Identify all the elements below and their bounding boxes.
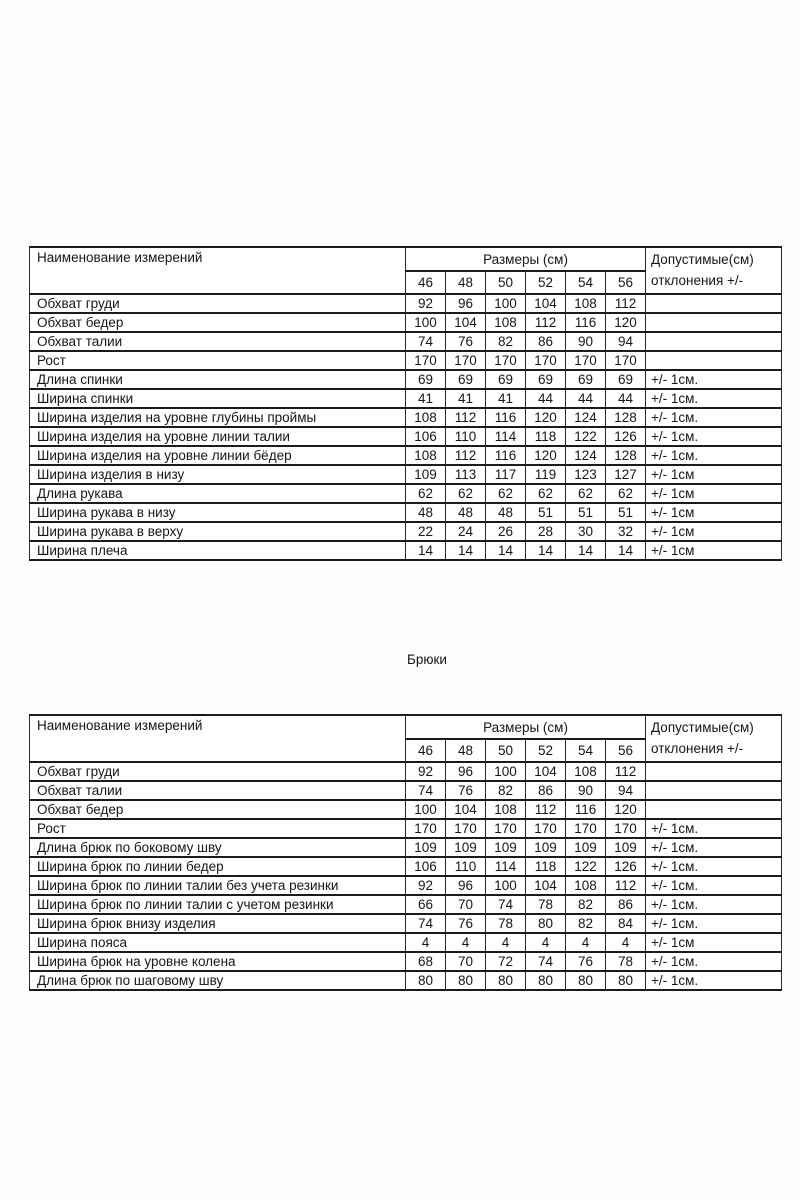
size-value: 112 bbox=[606, 762, 646, 781]
table-row bbox=[30, 876, 782, 895]
size-value: 51 bbox=[526, 503, 566, 522]
size-value: 112 bbox=[446, 408, 486, 427]
tolerance-value: +/- 1см bbox=[646, 522, 782, 541]
tolerance-value bbox=[646, 351, 782, 370]
size-value: 86 bbox=[606, 895, 646, 914]
size-value: 126 bbox=[606, 427, 646, 446]
size-value: 92 bbox=[406, 294, 446, 313]
measurement-label: Обхват талии bbox=[30, 781, 406, 800]
size-value: 44 bbox=[606, 389, 646, 408]
size-value: 119 bbox=[526, 465, 566, 484]
size-value: 96 bbox=[446, 876, 486, 895]
size-value: 14 bbox=[526, 541, 566, 560]
size-value: 116 bbox=[486, 446, 526, 465]
size-value: 70 bbox=[446, 952, 486, 971]
size-value: 48 bbox=[446, 503, 486, 522]
table-row bbox=[30, 522, 782, 541]
size-value: 128 bbox=[606, 408, 646, 427]
size-value: 170 bbox=[446, 819, 486, 838]
size-value: 62 bbox=[486, 484, 526, 503]
tolerance-header-line2: отклонения +/- bbox=[651, 741, 744, 756]
table-row bbox=[30, 857, 782, 876]
size-value: 69 bbox=[486, 370, 526, 389]
size-value: 4 bbox=[606, 933, 646, 952]
tolerance-value bbox=[646, 762, 782, 781]
size-value: 108 bbox=[566, 294, 606, 313]
table-row bbox=[30, 484, 782, 503]
size-column-header: 48 bbox=[446, 271, 486, 294]
size-value: 94 bbox=[606, 332, 646, 351]
tolerance-value: +/- 1см bbox=[646, 541, 782, 560]
size-value: 109 bbox=[526, 838, 566, 857]
size-value: 96 bbox=[446, 294, 486, 313]
size-value: 86 bbox=[526, 332, 566, 351]
size-value: 74 bbox=[526, 952, 566, 971]
size-value: 170 bbox=[566, 351, 606, 370]
size-value: 109 bbox=[566, 838, 606, 857]
tolerance-value: +/- 1см. bbox=[646, 895, 782, 914]
size-value: 4 bbox=[486, 933, 526, 952]
measurement-label: Ширина брюк по линии бедер bbox=[30, 857, 406, 876]
size-value: 108 bbox=[486, 800, 526, 819]
size-value: 100 bbox=[406, 313, 446, 332]
size-value: 78 bbox=[486, 914, 526, 933]
tolerance-value bbox=[646, 781, 782, 800]
size-value: 69 bbox=[406, 370, 446, 389]
table-row bbox=[30, 427, 782, 446]
size-value: 80 bbox=[446, 971, 486, 990]
table-header-row bbox=[30, 715, 782, 739]
table-row bbox=[30, 389, 782, 408]
measurement-label: Ширина рукава в верху bbox=[30, 522, 406, 541]
size-value: 112 bbox=[446, 446, 486, 465]
measurement-label: Ширина пояса bbox=[30, 933, 406, 952]
tolerance-value: +/- 1см bbox=[646, 933, 782, 952]
measurement-label: Обхват талии bbox=[30, 332, 406, 351]
size-value: 82 bbox=[486, 781, 526, 800]
size-value: 122 bbox=[566, 427, 606, 446]
size-value: 104 bbox=[526, 876, 566, 895]
size-value: 48 bbox=[486, 503, 526, 522]
size-value: 120 bbox=[526, 446, 566, 465]
size-value: 62 bbox=[406, 484, 446, 503]
table-row bbox=[30, 838, 782, 857]
size-value: 30 bbox=[566, 522, 606, 541]
size-column-header: 50 bbox=[486, 271, 526, 294]
table-row bbox=[30, 313, 782, 332]
size-value: 28 bbox=[526, 522, 566, 541]
size-value: 108 bbox=[406, 408, 446, 427]
measurement-label: Обхват бедер bbox=[30, 800, 406, 819]
size-value: 114 bbox=[486, 857, 526, 876]
tolerance-value: +/- 1см. bbox=[646, 857, 782, 876]
size-value: 110 bbox=[446, 857, 486, 876]
measurement-label: Длина брюк по шаговому шву bbox=[30, 971, 406, 990]
size-value: 78 bbox=[526, 895, 566, 914]
tolerance-value: +/- 1см. bbox=[646, 819, 782, 838]
tolerance-value bbox=[646, 294, 782, 313]
tolerance-value: +/- 1см bbox=[646, 484, 782, 503]
size-value: 109 bbox=[446, 838, 486, 857]
measurement-label: Ширина плеча bbox=[30, 541, 406, 560]
measurement-label: Ширина изделия на уровне линии талии bbox=[30, 427, 406, 446]
size-value: 4 bbox=[446, 933, 486, 952]
size-value: 170 bbox=[486, 819, 526, 838]
table-row bbox=[30, 503, 782, 522]
table-row bbox=[30, 541, 782, 560]
size-value: 100 bbox=[486, 876, 526, 895]
size-value: 14 bbox=[606, 541, 646, 560]
column-header-sizes: Размеры (см) bbox=[406, 247, 646, 271]
size-column-header: 48 bbox=[446, 739, 486, 762]
measurement-label: Обхват бедер bbox=[30, 313, 406, 332]
column-header-tolerance bbox=[646, 715, 782, 762]
size-value: 82 bbox=[566, 895, 606, 914]
size-column-header: 54 bbox=[566, 739, 606, 762]
size-value: 14 bbox=[446, 541, 486, 560]
tolerance-header-line2: отклонения +/- bbox=[651, 273, 744, 288]
table-row bbox=[30, 800, 782, 819]
size-value: 90 bbox=[566, 332, 606, 351]
size-value: 84 bbox=[606, 914, 646, 933]
size-value: 124 bbox=[566, 408, 606, 427]
size-value: 170 bbox=[566, 819, 606, 838]
tolerance-value: +/- 1см. bbox=[646, 370, 782, 389]
measurement-label: Ширина спинки bbox=[30, 389, 406, 408]
size-value: 118 bbox=[526, 427, 566, 446]
size-value: 72 bbox=[486, 952, 526, 971]
size-value: 80 bbox=[566, 971, 606, 990]
size-value: 80 bbox=[486, 971, 526, 990]
tolerance-value: +/- 1см bbox=[646, 503, 782, 522]
size-value: 14 bbox=[566, 541, 606, 560]
tolerance-value: +/- 1см. bbox=[646, 389, 782, 408]
size-value: 22 bbox=[406, 522, 446, 541]
size-value: 92 bbox=[406, 876, 446, 895]
size-value: 80 bbox=[526, 971, 566, 990]
size-value: 94 bbox=[606, 781, 646, 800]
size-value: 112 bbox=[606, 294, 646, 313]
measurement-label: Ширина изделия на уровне глубины проймы bbox=[30, 408, 406, 427]
column-header-tolerance bbox=[646, 247, 782, 294]
size-value: 78 bbox=[606, 952, 646, 971]
size-value: 96 bbox=[446, 762, 486, 781]
size-value: 120 bbox=[606, 313, 646, 332]
size-value: 69 bbox=[446, 370, 486, 389]
column-header-name: Наименование измерений bbox=[30, 715, 406, 762]
tolerance-value: +/- 1см. bbox=[646, 952, 782, 971]
measurement-label: Обхват груди bbox=[30, 762, 406, 781]
table-row bbox=[30, 294, 782, 313]
measurements-table-trousers bbox=[29, 714, 782, 991]
size-value: 14 bbox=[486, 541, 526, 560]
size-value: 109 bbox=[406, 838, 446, 857]
size-value: 122 bbox=[566, 857, 606, 876]
size-value: 106 bbox=[406, 857, 446, 876]
tolerance-value bbox=[646, 313, 782, 332]
size-value: 113 bbox=[446, 465, 486, 484]
measurement-label: Ширина брюк внизу изделия bbox=[30, 914, 406, 933]
table-row bbox=[30, 408, 782, 427]
size-value: 123 bbox=[566, 465, 606, 484]
size-value: 109 bbox=[486, 838, 526, 857]
size-value: 120 bbox=[606, 800, 646, 819]
size-value: 82 bbox=[486, 332, 526, 351]
measurement-label: Длина брюк по боковому шву bbox=[30, 838, 406, 857]
table-row bbox=[30, 971, 782, 990]
tolerance-value bbox=[646, 800, 782, 819]
column-header-sizes: Размеры (см) bbox=[406, 715, 646, 739]
table-row bbox=[30, 952, 782, 971]
measurement-label: Обхват груди bbox=[30, 294, 406, 313]
size-value: 76 bbox=[446, 914, 486, 933]
tolerance-value: +/- 1см. bbox=[646, 838, 782, 857]
size-column-header: 56 bbox=[606, 271, 646, 294]
size-value: 44 bbox=[526, 389, 566, 408]
size-value: 80 bbox=[406, 971, 446, 990]
size-value: 62 bbox=[526, 484, 566, 503]
size-value: 170 bbox=[486, 351, 526, 370]
size-value: 4 bbox=[406, 933, 446, 952]
table-row bbox=[30, 465, 782, 484]
size-value: 32 bbox=[606, 522, 646, 541]
size-value: 170 bbox=[606, 351, 646, 370]
size-value: 74 bbox=[406, 914, 446, 933]
measurement-label: Ширина брюк по линии талии с учетом резинки bbox=[30, 895, 406, 914]
size-value: 69 bbox=[526, 370, 566, 389]
size-value: 69 bbox=[606, 370, 646, 389]
size-value: 170 bbox=[406, 351, 446, 370]
size-value: 86 bbox=[526, 781, 566, 800]
size-value: 108 bbox=[486, 313, 526, 332]
tolerance-value: +/- 1см. bbox=[646, 408, 782, 427]
size-value: 44 bbox=[566, 389, 606, 408]
size-value: 118 bbox=[526, 857, 566, 876]
table-row bbox=[30, 762, 782, 781]
size-value: 80 bbox=[606, 971, 646, 990]
size-value: 100 bbox=[406, 800, 446, 819]
section-title-trousers: Брюки bbox=[407, 652, 447, 667]
size-column-header: 52 bbox=[526, 271, 566, 294]
size-value: 74 bbox=[406, 781, 446, 800]
size-column-header: 52 bbox=[526, 739, 566, 762]
measurement-label: Длина спинки bbox=[30, 370, 406, 389]
size-value: 117 bbox=[486, 465, 526, 484]
size-value: 114 bbox=[486, 427, 526, 446]
measurement-label: Ширина брюк по линии талии без учета резинки bbox=[30, 876, 406, 895]
size-value: 116 bbox=[566, 313, 606, 332]
size-value: 120 bbox=[526, 408, 566, 427]
size-value: 92 bbox=[406, 762, 446, 781]
size-value: 41 bbox=[406, 389, 446, 408]
size-value: 110 bbox=[446, 427, 486, 446]
measurement-label: Ширина изделия на уровне линии бёдер bbox=[30, 446, 406, 465]
size-value: 104 bbox=[446, 800, 486, 819]
size-value: 90 bbox=[566, 781, 606, 800]
table-row bbox=[30, 933, 782, 952]
size-value: 100 bbox=[486, 294, 526, 313]
tolerance-header-line1: Допустимые(см) bbox=[651, 720, 754, 735]
size-column-header: 46 bbox=[406, 739, 446, 762]
size-value: 127 bbox=[606, 465, 646, 484]
size-value: 104 bbox=[446, 313, 486, 332]
size-value: 116 bbox=[566, 800, 606, 819]
size-value: 4 bbox=[566, 933, 606, 952]
size-value: 112 bbox=[606, 876, 646, 895]
size-value: 170 bbox=[446, 351, 486, 370]
size-value: 76 bbox=[566, 952, 606, 971]
size-value: 26 bbox=[486, 522, 526, 541]
size-value: 41 bbox=[486, 389, 526, 408]
size-value: 62 bbox=[566, 484, 606, 503]
tolerance-value bbox=[646, 332, 782, 351]
size-column-header: 50 bbox=[486, 739, 526, 762]
size-value: 62 bbox=[446, 484, 486, 503]
tolerance-header-line1: Допустимые(см) bbox=[651, 252, 754, 267]
table-row bbox=[30, 781, 782, 800]
size-value: 124 bbox=[566, 446, 606, 465]
size-value: 108 bbox=[566, 876, 606, 895]
size-value: 48 bbox=[406, 503, 446, 522]
size-value: 116 bbox=[486, 408, 526, 427]
measurement-label: Ширина брюк на уровне колена bbox=[30, 952, 406, 971]
size-column-header: 54 bbox=[566, 271, 606, 294]
size-value: 4 bbox=[526, 933, 566, 952]
size-value: 100 bbox=[486, 762, 526, 781]
table-row bbox=[30, 446, 782, 465]
size-column-header: 56 bbox=[606, 739, 646, 762]
size-value: 104 bbox=[526, 762, 566, 781]
tolerance-value: +/- 1см. bbox=[646, 914, 782, 933]
size-value: 74 bbox=[406, 332, 446, 351]
table-row bbox=[30, 914, 782, 933]
size-value: 14 bbox=[406, 541, 446, 560]
size-value: 126 bbox=[606, 857, 646, 876]
table-row bbox=[30, 895, 782, 914]
size-value: 109 bbox=[606, 838, 646, 857]
measurement-label: Рост bbox=[30, 351, 406, 370]
table-row bbox=[30, 332, 782, 351]
size-value: 68 bbox=[406, 952, 446, 971]
size-value: 106 bbox=[406, 427, 446, 446]
size-value: 74 bbox=[486, 895, 526, 914]
tolerance-value: +/- 1см. bbox=[646, 446, 782, 465]
size-value: 24 bbox=[446, 522, 486, 541]
size-value: 76 bbox=[446, 781, 486, 800]
size-value: 70 bbox=[446, 895, 486, 914]
size-value: 80 bbox=[526, 914, 566, 933]
table-row bbox=[30, 370, 782, 389]
size-value: 128 bbox=[606, 446, 646, 465]
size-value: 82 bbox=[566, 914, 606, 933]
measurements-table-garment bbox=[29, 246, 782, 561]
tolerance-value: +/- 1см. bbox=[646, 971, 782, 990]
size-value: 112 bbox=[526, 800, 566, 819]
size-value: 51 bbox=[606, 503, 646, 522]
size-column-header: 46 bbox=[406, 271, 446, 294]
table-row bbox=[30, 351, 782, 370]
size-value: 170 bbox=[406, 819, 446, 838]
tolerance-value: +/- 1см. bbox=[646, 427, 782, 446]
column-header-name: Наименование измерений bbox=[30, 247, 406, 294]
measurement-label: Длина рукава bbox=[30, 484, 406, 503]
size-value: 62 bbox=[606, 484, 646, 503]
size-value: 108 bbox=[566, 762, 606, 781]
measurement-label: Ширина изделия в низу bbox=[30, 465, 406, 484]
table-row bbox=[30, 819, 782, 838]
size-value: 170 bbox=[526, 819, 566, 838]
table-header-row bbox=[30, 247, 782, 271]
size-value: 104 bbox=[526, 294, 566, 313]
size-value: 112 bbox=[526, 313, 566, 332]
tolerance-value: +/- 1см. bbox=[646, 876, 782, 895]
tolerance-value: +/- 1см bbox=[646, 465, 782, 484]
measurement-label: Рост bbox=[30, 819, 406, 838]
size-value: 69 bbox=[566, 370, 606, 389]
size-value: 170 bbox=[526, 351, 566, 370]
size-value: 66 bbox=[406, 895, 446, 914]
measurement-label: Ширина рукава в низу bbox=[30, 503, 406, 522]
size-value: 51 bbox=[566, 503, 606, 522]
size-value: 170 bbox=[606, 819, 646, 838]
size-value: 76 bbox=[446, 332, 486, 351]
size-value: 41 bbox=[446, 389, 486, 408]
size-value: 109 bbox=[406, 465, 446, 484]
size-value: 108 bbox=[406, 446, 446, 465]
